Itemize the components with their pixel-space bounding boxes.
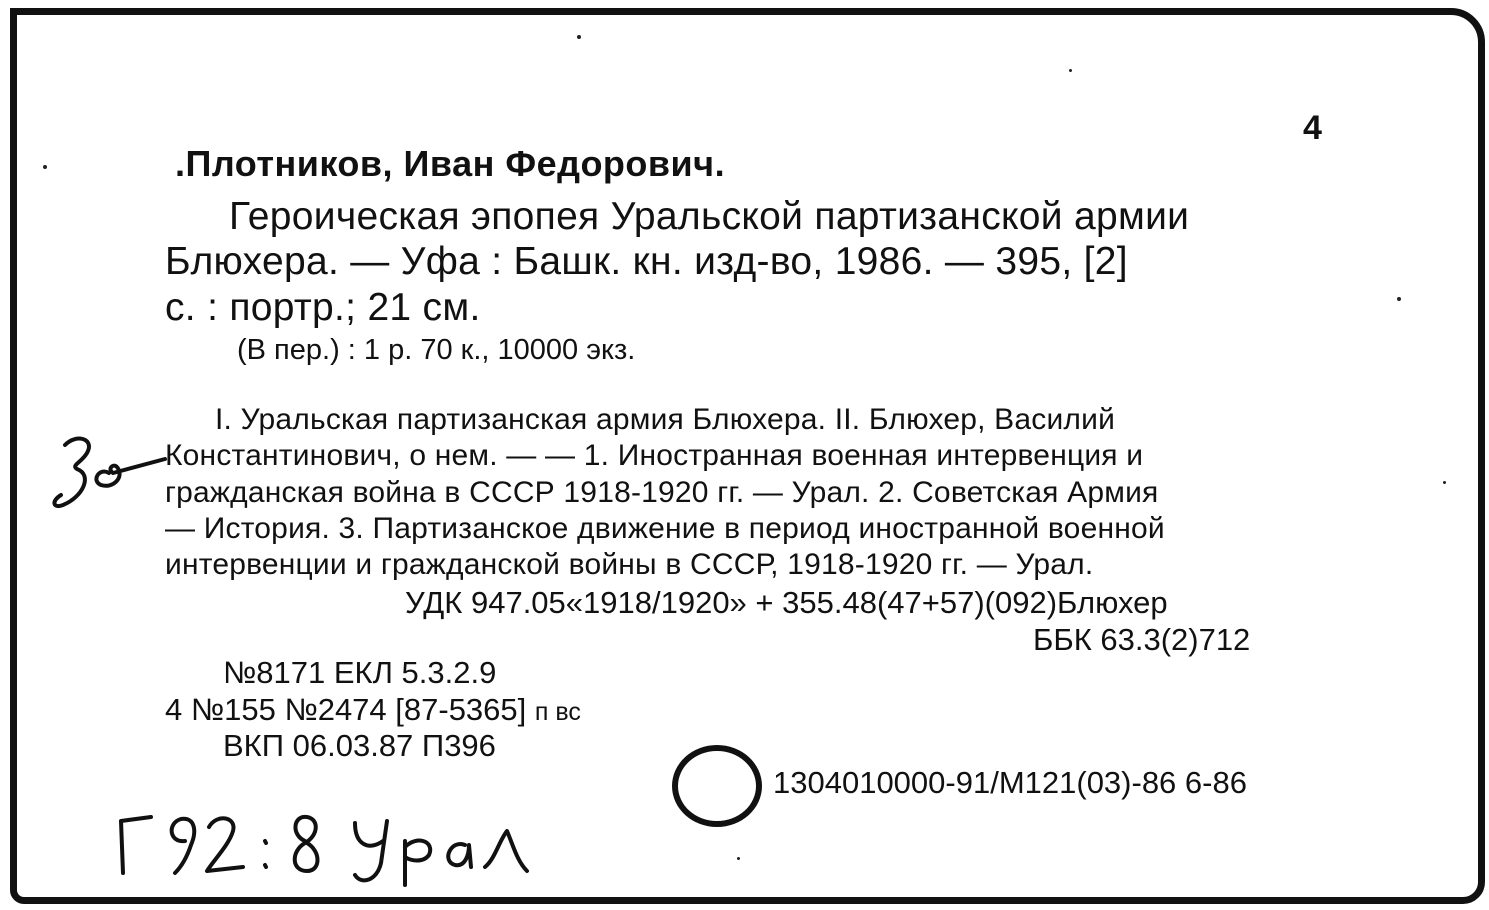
catalog-card (10, 8, 1485, 904)
subject-line-4: — История. 3. Партизанское движение в период иностранной военной (165, 512, 1165, 545)
title-line-3: с. : портр.; 21 см. (165, 286, 481, 329)
subject-line-1: I. Уральская партизанская армия Блюхера. II. Блюхер, Василий (215, 403, 1116, 436)
subject-line-2: Константинович, о нем. — — 1. Иностранная военная интервенция и (165, 439, 1144, 472)
handwritten-shelf-mark (115, 801, 535, 891)
udc-index: УДК 947.05«1918/1920» + 355.48(47+57)(092)Блюхер (405, 585, 1168, 620)
subject-line-3: гражданская война в СССР 1918-1920 гг. — Урал. 2. Советская Армия (165, 476, 1159, 509)
publication-code: 1304010000-91/М121(03)-86 6-86 (773, 765, 1247, 800)
title-line-2: Блюхера. — Уфа : Башк. кн. изд-во, 1986. — 395, [2] (165, 240, 1128, 283)
circle-stamp (672, 745, 762, 827)
subject-line-5: интервенции и гражданской войны в СССР, 1918-1920 гг. — Урал. (165, 548, 1094, 581)
bbk-index: ББК 63.3(2)712 (1033, 622, 1251, 657)
service-line-1: №8171 ЕКЛ 5.3.2.9 (223, 655, 497, 690)
scan-speck (1069, 69, 1072, 72)
card-number: 4 (1303, 109, 1322, 147)
service-line-2-main: 4 №155 №2474 [87-5365] (165, 692, 527, 727)
scan-speck (1443, 481, 1446, 484)
scan-speck (737, 857, 740, 860)
service-line-2 (165, 694, 581, 725)
scan-speck (43, 165, 47, 169)
scan-speck (577, 35, 581, 39)
price-line: (В пер.) : 1 р. 70 к., 10000 экз. (237, 334, 636, 366)
handwritten-mark (43, 423, 173, 519)
scan-speck (1397, 297, 1401, 301)
title-line-1: Героическая эпопея Уральской партизанской армии (229, 195, 1190, 238)
author-heading: .Плотников, Иван Федорович. (175, 143, 726, 184)
service-line-3: ВКП 06.03.87 П396 (223, 728, 496, 763)
service-line-2-suffix: п вс (534, 698, 581, 726)
